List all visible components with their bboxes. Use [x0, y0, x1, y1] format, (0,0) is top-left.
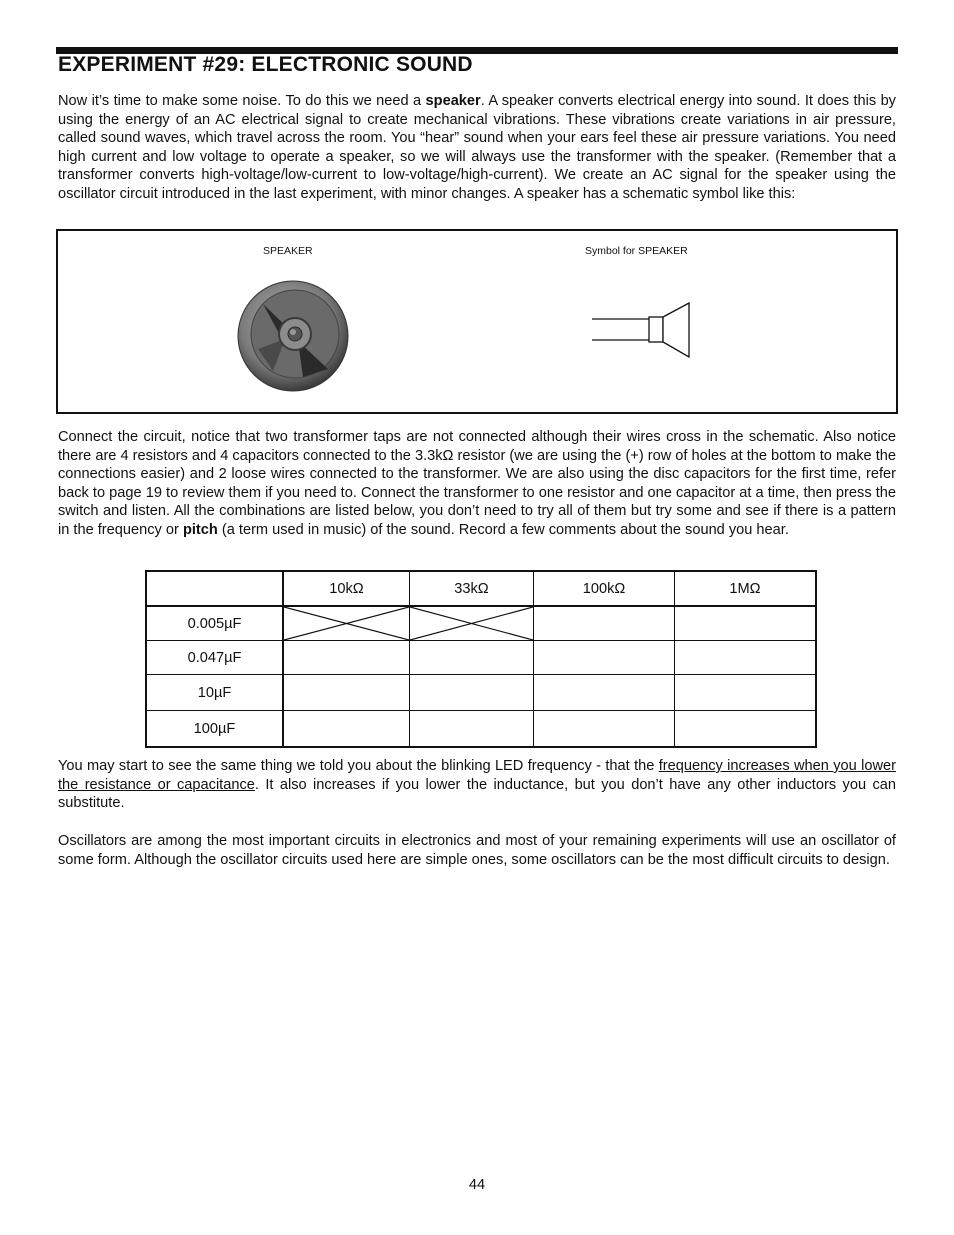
row-header-10uf: 10µF [146, 675, 283, 711]
pitch-term: pitch [182, 521, 218, 538]
speaker-figure [56, 229, 898, 414]
crossed-out-cell [410, 606, 534, 641]
speaker-schematic-symbol [588, 299, 692, 361]
comment-cell[interactable] [283, 675, 410, 711]
comment-cell[interactable] [534, 711, 675, 748]
column-header-100k: 100kΩ [534, 571, 675, 606]
comment-cell[interactable] [534, 675, 675, 711]
table-row [146, 641, 816, 675]
comment-cell[interactable] [410, 641, 534, 675]
comment-cell[interactable] [675, 711, 817, 748]
column-header-1m: 1MΩ [675, 571, 817, 606]
table-row [146, 711, 816, 748]
row-header-0047uf: 0.047µF [146, 641, 283, 675]
frequency-rule: frequency increases when you lower the resistance or capacitance [58, 758, 896, 793]
column-header-33k: 33kΩ [410, 571, 534, 606]
intro-text-cont: . A speaker converts electrical energy into sound. It does this by using the energy of an AC electrical signal to create mechanical vibrations. These vibrations create variations in air pressure, called sound waves, which travel across the room. You “hear” sound when your ears feel these air pressure variations. You need high current and low voltage to operate a speaker, so we will always use the transformer with the speaker. (Remember that a transformer converts high-voltage/low-current to low-voltage/high-current). We create an AC signal for the speaker using the oscillator circuit introduced in the last experiment, with minor changes. A speaker has a schematic symbol like this: [58, 93, 896, 202]
column-header-10k: 10kΩ [283, 571, 410, 606]
page-title: EXPERIMENT #29: ELECTRONIC SOUND [58, 53, 473, 76]
connect-text-cont: (a term used in music) of the sound. Record a few comments about the sound you hear. [217, 521, 789, 538]
table-row [146, 606, 816, 641]
speaker-photo-label: SPEAKER [263, 245, 313, 257]
oscillators-paragraph: Oscillators are among the most important circuits in electronics and most of your remaining experiments will use an oscillator of some form. Although the oscillator circuits used here are simple ones, some oscillators can be the most difficult circuits to design. [58, 833, 896, 868]
cross-mark [410, 607, 533, 640]
speaker-term: speaker [425, 93, 481, 109]
connect-text: Connect the circuit, notice that two transformer taps are not connected although their wires cross in the schematic. Also notice there are 4 resistors and 4 capacitors connected to the 3.3kΩ resistor (we are using the (+) row of holes at the bottom to make the connections easier) and 2 loose wires connected to the transformer. We are also using the disc capacitors for the first time, refer back to page 19 to review them if you need to. Connect the transformer to one resistor and one capacitor at a time, then press the switch and listen. All the combinations are listed below, you don’t need to try all of them but try some and see if there is a pattern in the frequency or [58, 429, 896, 538]
comment-cell[interactable] [283, 641, 410, 675]
table-corner-cell [146, 571, 283, 606]
intro-paragraph [58, 92, 896, 204]
comment-cell[interactable] [283, 711, 410, 748]
page-number: 44 [468, 1177, 486, 1193]
comment-cell[interactable] [675, 641, 817, 675]
cross-mark [284, 607, 409, 640]
table-header-row [146, 571, 816, 606]
row-header-0005uf: 0.005µF [146, 606, 283, 641]
frequency-paragraph [58, 757, 896, 813]
frequency-text-cont: . It also increases if you lower the inductance, but you don’t have any other inductors you can substitute. [58, 776, 896, 812]
crossed-out-cell [283, 606, 410, 641]
intro-text: Now it’s time to make some noise. To do this we need a [58, 93, 426, 109]
comment-cell[interactable] [410, 675, 534, 711]
frequency-text: You may start to see the same thing we told you about the blinking LED frequency - that the [58, 758, 659, 774]
table-row [146, 675, 816, 711]
comment-cell[interactable] [534, 641, 675, 675]
comment-cell[interactable] [410, 711, 534, 748]
comment-cell[interactable] [534, 606, 675, 641]
speaker-symbol-label: Symbol for SPEAKER [585, 245, 688, 257]
row-header-100uf: 100µF [146, 711, 283, 748]
resistor-capacitor-table [145, 570, 817, 748]
comment-cell[interactable] [675, 675, 817, 711]
speaker-photo [233, 279, 353, 393]
comment-cell[interactable] [675, 606, 817, 641]
connect-paragraph [58, 428, 896, 540]
